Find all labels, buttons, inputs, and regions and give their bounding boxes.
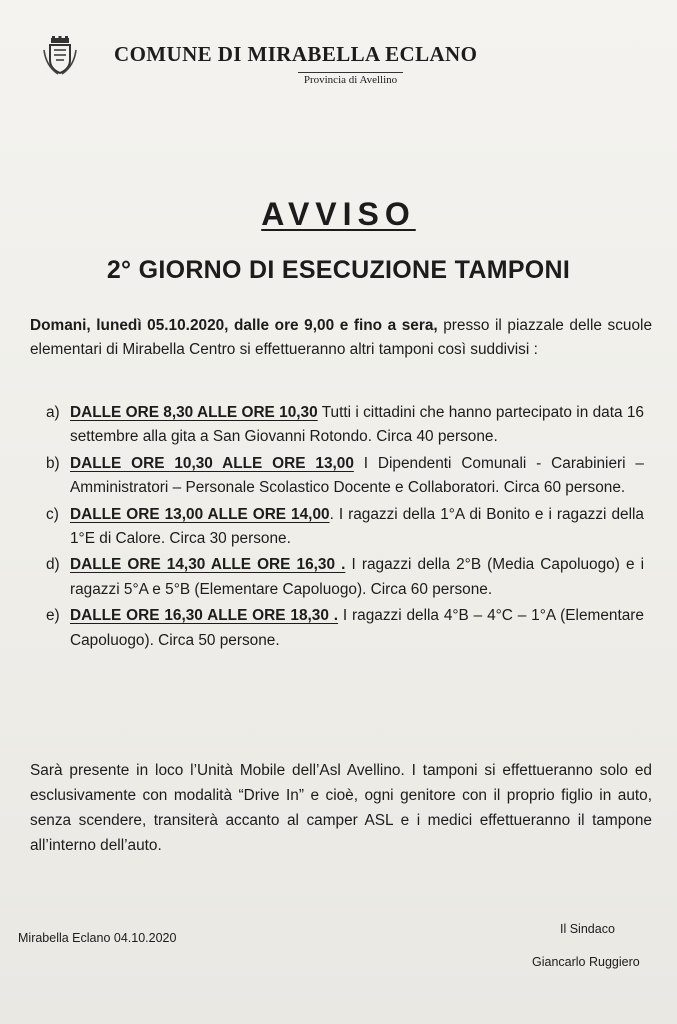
item-time: DALLE ORE 16,30 ALLE ORE 18,30 .: [70, 607, 339, 625]
intro-paragraph: [30, 314, 652, 362]
item-letter: b): [46, 454, 60, 472]
intro-bold: Domani, lunedì 05.10.2020, dalle ore 9,00 e fino a sera,: [30, 317, 438, 334]
signatory-title: Il Sindaco: [560, 922, 615, 936]
list-item: [46, 553, 644, 602]
item-letter: d): [46, 556, 60, 574]
schedule-list: [46, 401, 644, 655]
notice-subtitle: 2° GIORNO DI ESECUZIONE TAMPONI: [106, 256, 571, 284]
comune-name: COMUNE DI MIRABELLA ECLANO: [114, 42, 478, 66]
item-text: I ragazzi della 2°B (Media Capoluogo) e i ragazzi 5°A e 5°B (Elementare Capoluogo). Circa 60 persone.: [70, 556, 644, 598]
item-letter: a): [46, 404, 60, 421]
closing-paragraph: Sarà presente in loco l’Unità Mobile dell’Asl Avellino. I tamponi si effettueranno solo ed esclusivamente con modalità “Drive In” e cioè, ogni genitore con il proprio figlio in auto, senza scendere, transiterà accanto al camper ASL e i medici effettueranno il tampone all’interno dell’auto.: [30, 762, 652, 854]
list-item: [46, 452, 644, 501]
list-item: [46, 503, 644, 552]
list-item: [46, 401, 644, 450]
place-date: Mirabella Eclano 04.10.2020: [18, 931, 177, 945]
item-time: DALLE ORE 13,00 ALLE ORE 14,00: [70, 505, 330, 523]
item-text: I ragazzi della 4°B – 4°C – 1°A (Elementare Capoluogo). Circa 50 persone.: [70, 607, 644, 649]
notice-title-text: AVVISO: [261, 196, 416, 232]
coat-of-arms-icon: [42, 36, 78, 76]
letterhead: [0, 36, 677, 88]
provincia-line: [0, 72, 677, 86]
item-time: DALLE ORE 10,30 ALLE ORE 13,00: [70, 454, 354, 472]
item-time: DALLE ORE 8,30 ALLE ORE 10,30: [70, 404, 318, 421]
item-letter: c): [46, 505, 59, 523]
item-text: I Dipendenti Comunali - Carabinieri – Amministratori – Personale Scolastico Docente e Collaboratori. Circa 60 persone.: [70, 454, 644, 497]
intro-rest: presso il piazzale delle scuole elementari di Mirabella Centro si effettueranno altri tamponi così suddivisi :: [30, 317, 653, 358]
item-time: DALLE ORE 14,30 ALLE ORE 16,30 .: [70, 556, 346, 574]
item-text: . I ragazzi della 1°A di Bonito e i ragazzi della 1°E di Calore. Circa 30 persone.: [70, 505, 644, 548]
item-text: Tutti i cittadini che hanno partecipato in data 16 settembre alla gita a San Giovanni Rotondo. Circa 40 persone.: [70, 404, 644, 446]
provincia-text: Provincia di Avellino: [298, 72, 403, 86]
list-item: [46, 604, 644, 653]
item-letter: e): [46, 607, 60, 625]
notice-title: [0, 196, 677, 233]
signatory-name: Giancarlo Ruggiero: [532, 955, 640, 969]
